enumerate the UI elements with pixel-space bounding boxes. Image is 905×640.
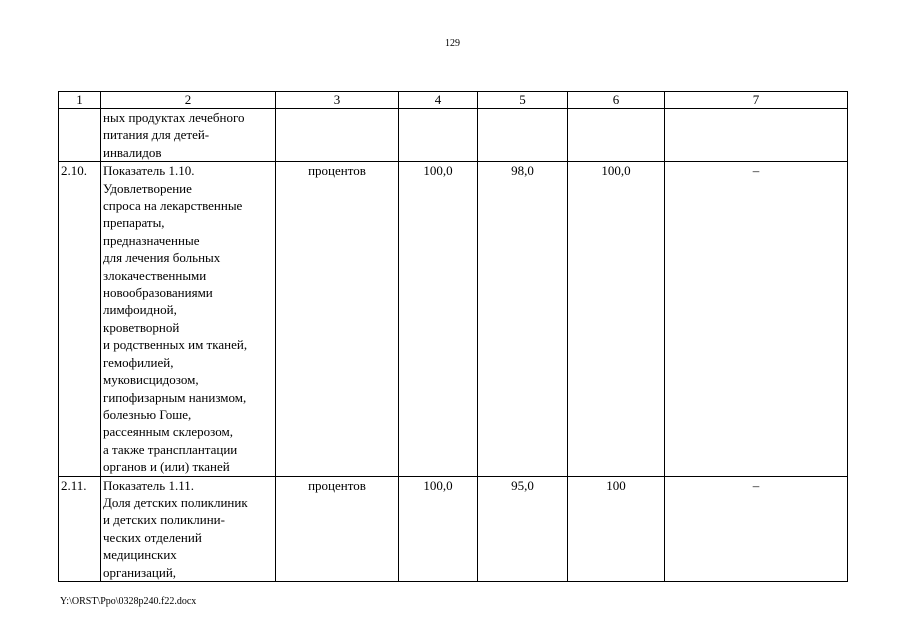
indicator-name-line: болезнью Гоше, [103,406,192,422]
value-cell-col7 [665,109,848,162]
unit-cell: процентов [276,162,399,476]
table-row-2-11 [59,476,848,581]
value-cell-col7: – [665,162,848,476]
row-number-cell [59,109,101,162]
value-cell-col5 [478,109,568,162]
indicator-name-line: спроса на лекарственные [103,198,243,214]
value-cell-col5: 95,0 [478,476,568,581]
value-cell-col4 [399,109,478,162]
indicator-name-line: гипофизарным нанизмом, [103,389,247,405]
document-file-path: Y:\ORST\Ppo\0328p240.f22.docx [60,596,197,607]
indicator-name-line: лимфоидной, [103,302,177,318]
value-cell-col4: 100,0 [399,162,478,476]
indicator-name-line: органов и (или) тканей [103,459,230,475]
row-number-cell: 2.11. [59,476,101,581]
column-header-1: 1 [59,92,101,109]
unit-cell [276,109,399,162]
indicator-name-line: рассеянным склерозом, [103,424,233,440]
table-row-2-10 [59,162,848,476]
indicator-name-line: гемофилией, [103,354,174,370]
column-header-4: 4 [399,92,478,109]
value-cell-col6 [568,109,665,162]
indicator-name-line: Удовлетворение [103,180,192,196]
indicator-name-line: муковисцидозом, [103,372,199,388]
column-header-3: 3 [276,92,399,109]
indicator-name-line: ных продуктах лечебного [103,110,245,125]
unit-cell: процентов [276,476,399,581]
indicator-name-line: новообразованиями [103,285,213,301]
column-header-5: 5 [478,92,568,109]
value-cell-col7: – [665,476,848,581]
column-header-7: 7 [665,92,848,109]
indicator-name-line: организаций, [103,564,177,580]
indicator-name-line: питания для детей- [103,127,210,143]
indicator-name-line: злокачественными [103,267,207,283]
indicator-name-line: для лечения больных [103,250,221,266]
indicator-name-line: Показатель 1.11. [103,477,194,493]
column-header-6: 6 [568,92,665,109]
indicator-name-line: кроветворной [103,319,180,335]
indicator-name-line: препараты, [103,215,165,231]
indicator-name-line: а также трансплантации [103,441,238,457]
indicator-name-cell [101,109,276,162]
page-number: 129 [445,38,460,49]
value-cell-col5: 98,0 [478,162,568,476]
indicator-name-line: Доля детских поликлиник [103,494,248,510]
indicator-name-line: предназначенные [103,232,200,248]
value-cell-col6: 100,0 [568,162,665,476]
indicator-name-line: и детских поликлини- [103,512,225,528]
value-cell-col6: 100 [568,476,665,581]
indicator-name-line: медицинских [103,547,177,563]
column-header-2: 2 [101,92,276,109]
indicator-name-cell [101,162,276,476]
table-row-continuation [59,109,848,162]
indicators-table [58,91,848,582]
indicator-name-cell [101,476,276,581]
column-number-row [59,92,848,109]
value-cell-col4: 100,0 [399,476,478,581]
indicator-name-line: ческих отделений [103,529,202,545]
indicator-name-line: и родственных им тканей, [103,337,248,353]
row-number-cell: 2.10. [59,162,101,476]
indicator-name-line: инвалидов [103,144,162,160]
indicator-name-line: Показатель 1.10. [103,163,195,179]
